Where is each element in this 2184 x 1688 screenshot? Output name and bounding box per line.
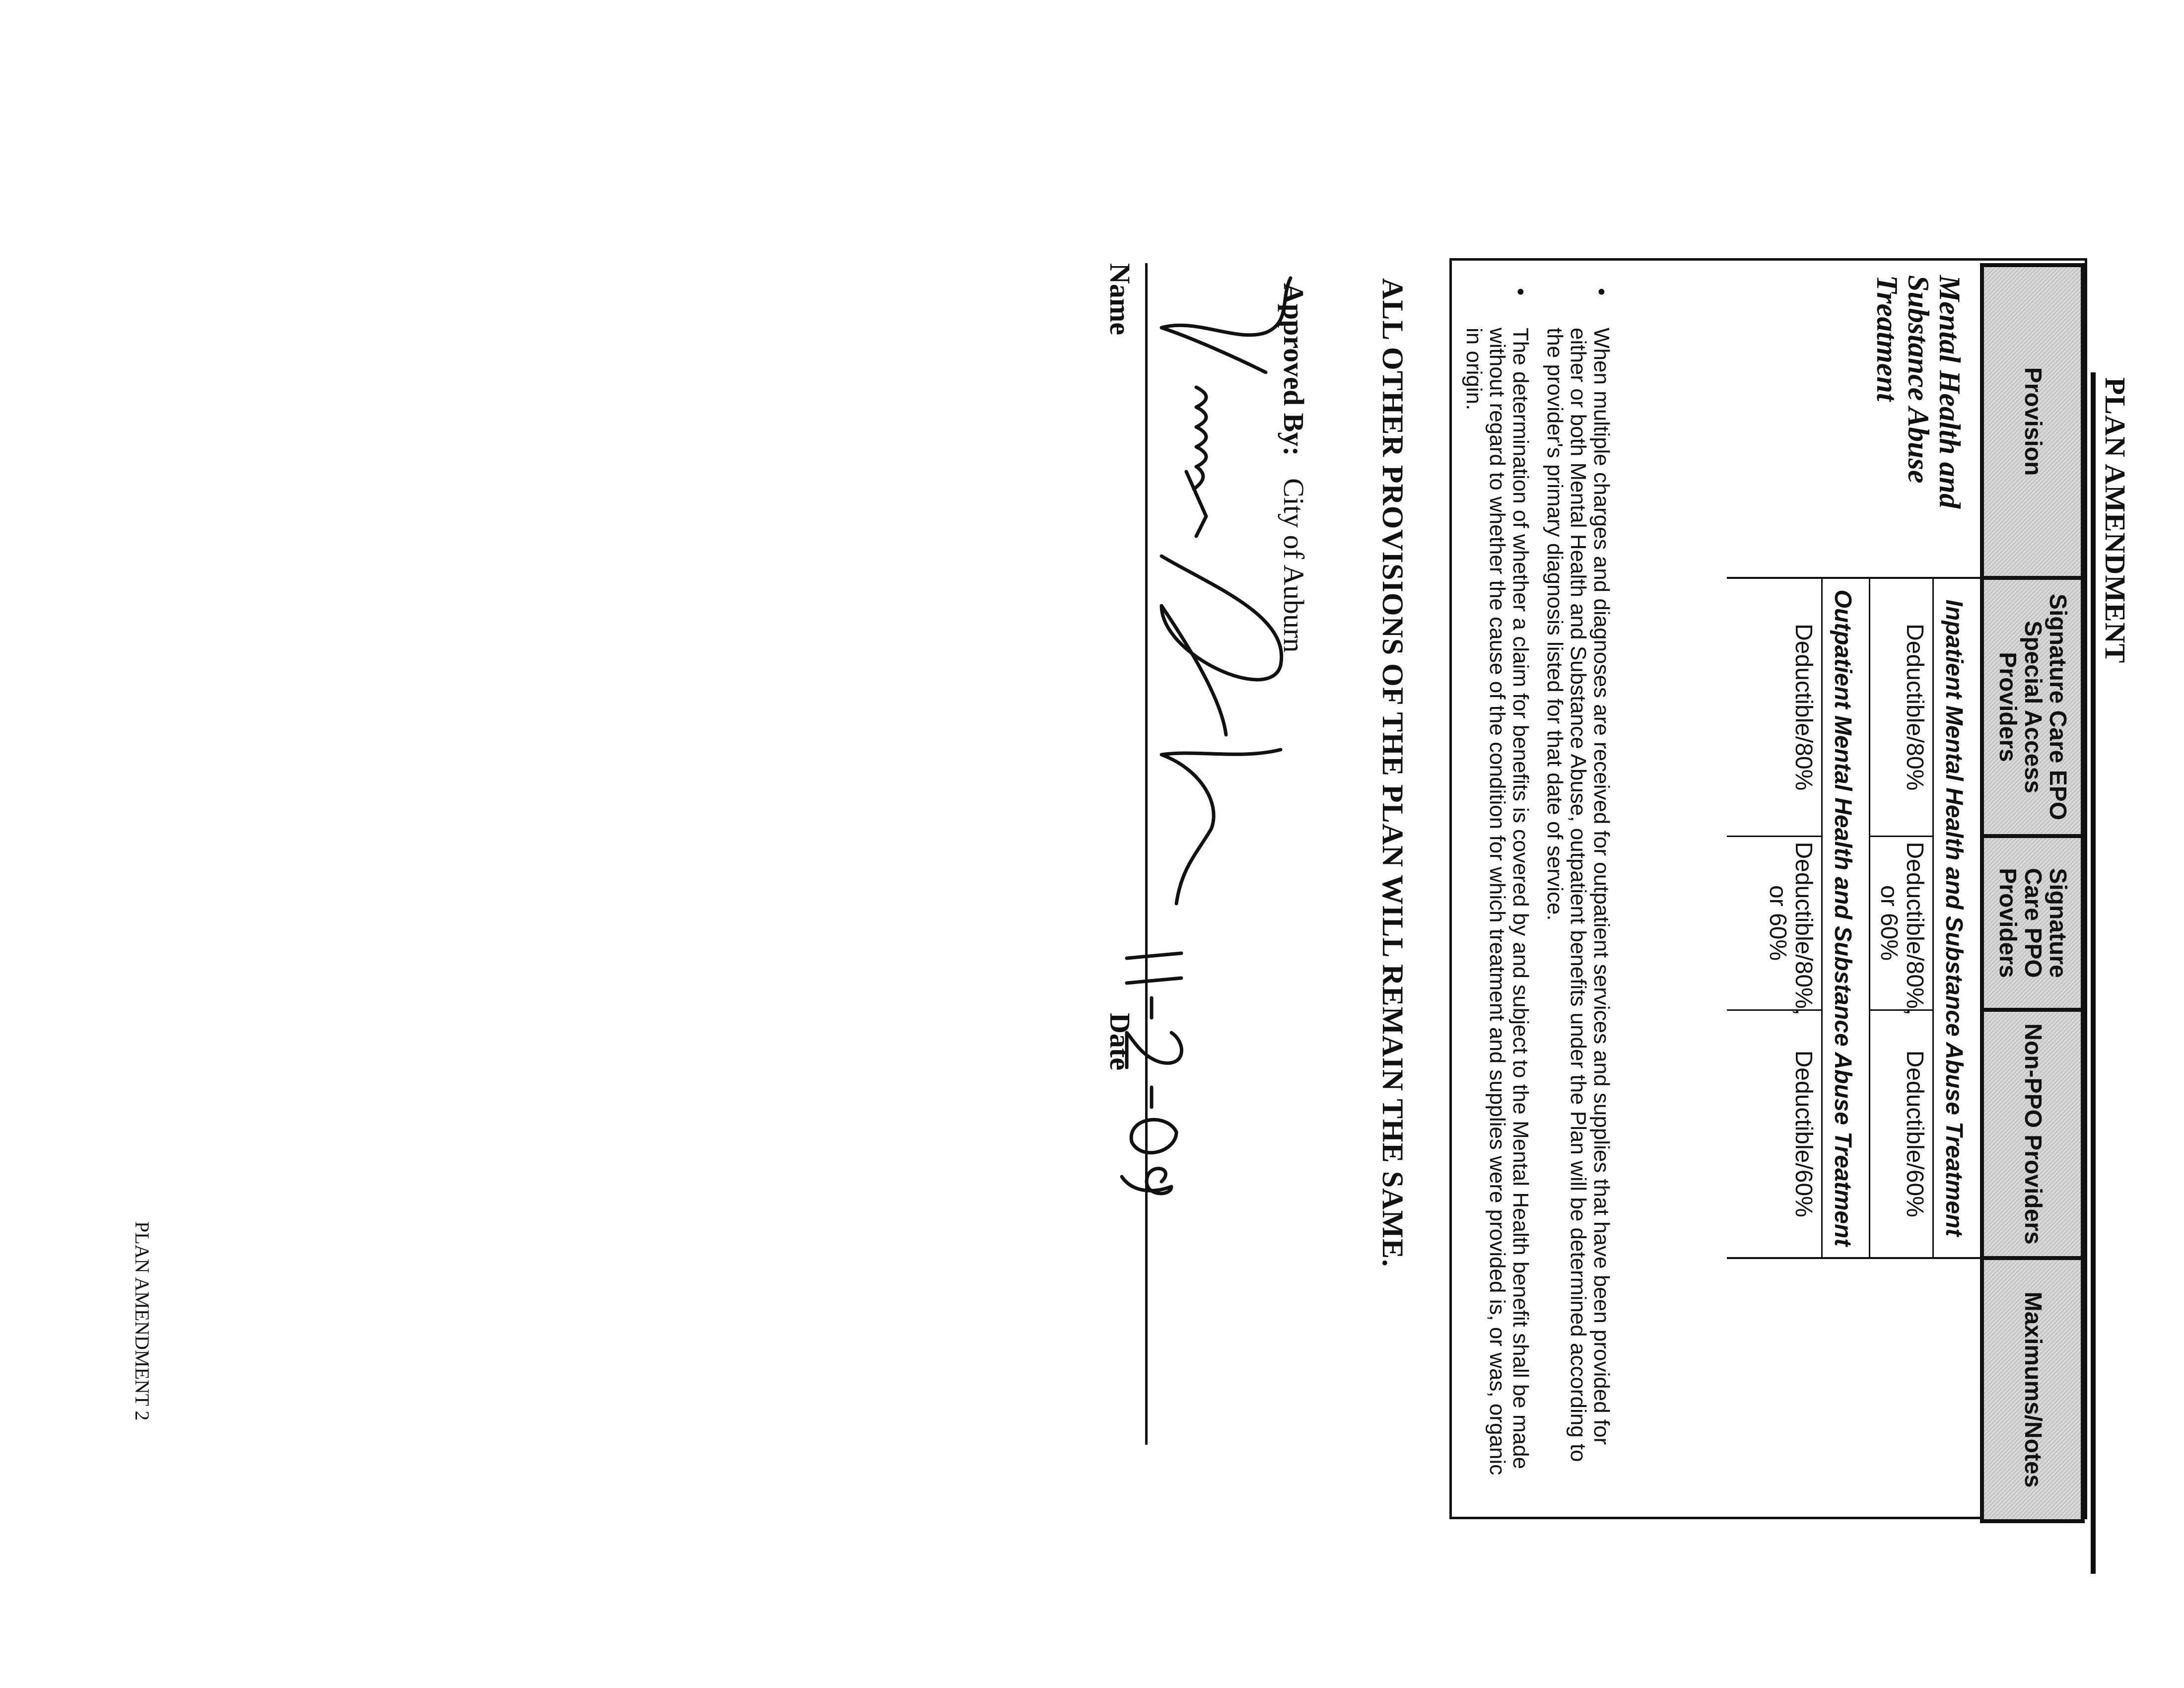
outpatient-epo: Deductible/80% (1727, 578, 1822, 836)
table-header-row (1982, 265, 2083, 1521)
bullet-icon: • (1508, 288, 1533, 296)
inpatient-heading: Inpatient Mental Health and Substance Abuse Treatment (1933, 578, 1982, 1258)
title-underline (2091, 372, 2096, 1574)
name-label: Name (1104, 263, 1136, 335)
benefits-table (1727, 263, 2085, 1523)
signature-line (1145, 263, 1148, 1445)
page-title: PLAN AMENDMENT (2099, 377, 2131, 664)
inpatient-epo: Deductible/80% (1869, 578, 1933, 836)
date-label: Date (1104, 1013, 1136, 1070)
note-text: The determination of whether a claim for benefits is covered by and subject to the Mental Health benefit shall be made without regard to whether the cause of the condition for which treatment and supplies were provided is, or was, organic in origin. (1461, 328, 1533, 1476)
header-notes: Maximums/Notes (1982, 1258, 2083, 1521)
handwritten-date (1117, 943, 1196, 1211)
list-item (1462, 283, 1532, 1494)
notes-cell (1727, 1258, 1981, 1521)
header-non-ppo: Non-PPO Providers (1982, 1010, 2083, 1258)
outpatient-non-ppo: Deductible/60% (1727, 1010, 1822, 1258)
inpatient-non-ppo: Deductible/60% (1869, 1010, 1933, 1258)
header-provision: Provision (1982, 265, 2083, 578)
header-ppo: Signature Care PPO Providers (1982, 836, 2083, 1010)
approved-by-entity: City of Auburn (1278, 478, 1310, 653)
header-epo: Signature Care EPO Special Access Providers (1982, 578, 2083, 836)
notes-list (1451, 283, 1613, 1494)
signature-image (1147, 258, 1310, 1003)
approved-by-label: Approved By: (1278, 283, 1310, 456)
inpatient-ppo: Deductible/80%, or 60% (1869, 836, 1933, 1010)
provision-name: Mental Health and Substance Abuse Treatment (1870, 275, 1966, 509)
outpatient-heading: Outpatient Mental Health and Substance Abuse Treatment (1822, 578, 1869, 1258)
list-item (1543, 283, 1613, 1494)
closing-statement: ALL OTHER PROVISIONS OF THE PLAN WILL REMAIN THE SAME. (1376, 278, 1409, 1267)
outpatient-ppo: Deductible/80%, or 60% (1727, 836, 1822, 1010)
table-row (1933, 265, 1982, 1521)
note-text: When multiple charges and diagnoses are received for outpatient services and supplies that have been provided for either or both Mental Health and Substance Abuse, outpatient benefits under the Plan will be determined according to the provider's primary diagnosis listed for that date of service. (1542, 328, 1614, 1462)
page-footer: PLAN AMENDMENT 2 (131, 1221, 153, 1421)
bullet-icon: • (1589, 288, 1614, 296)
